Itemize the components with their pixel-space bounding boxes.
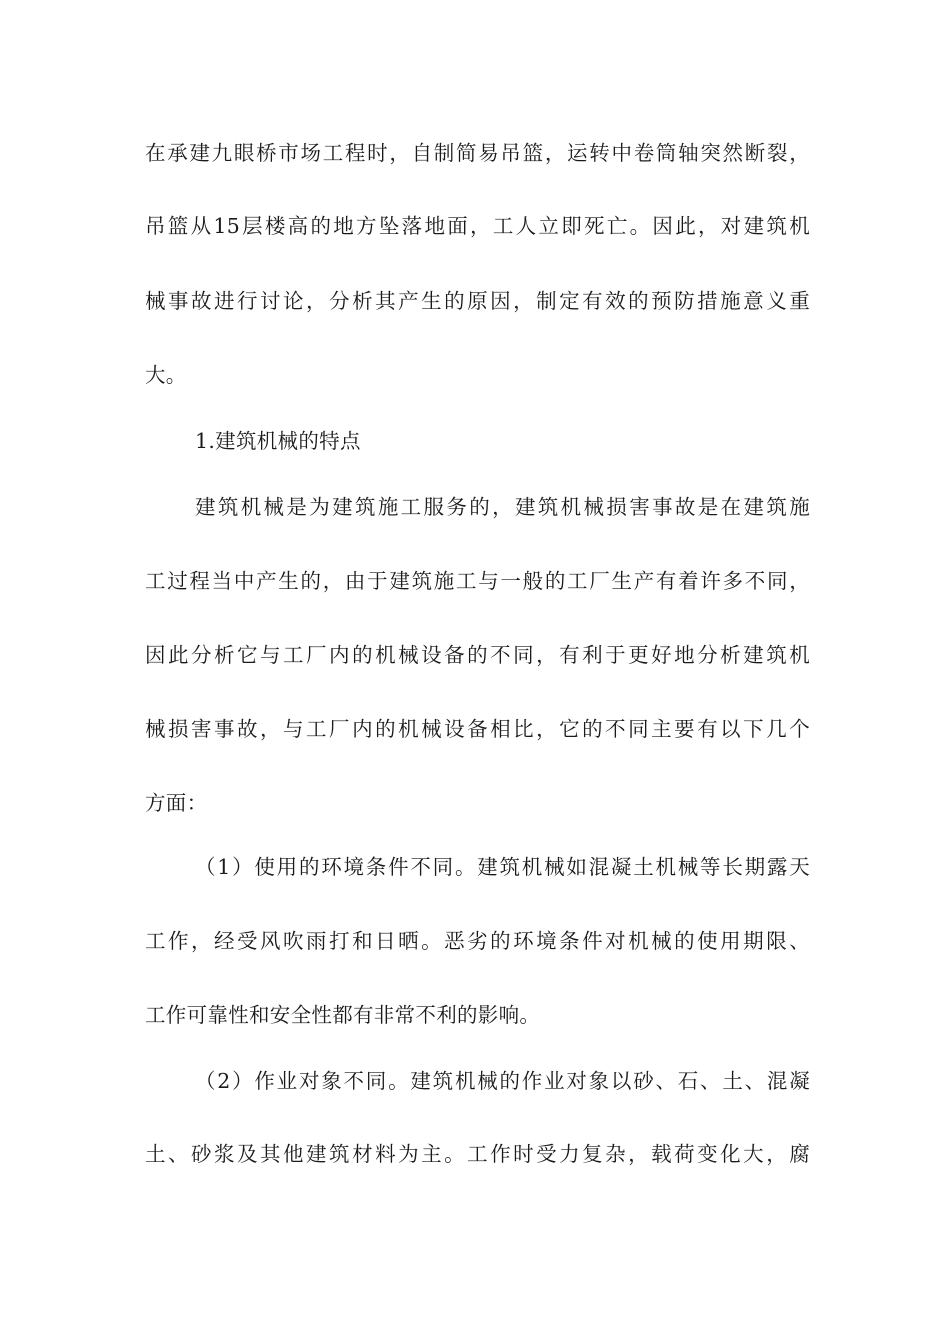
- text-line: 方面：: [145, 791, 208, 815]
- text-line: 工过程当中产生的，由于建筑施工与一般的工厂生产有着许多不同，: [145, 569, 810, 593]
- text-line: （1）使用的环境条件不同。建筑机械如混凝土机械等长期露天: [195, 855, 810, 879]
- text-line: 因此分析它与工厂内的机械设备的不同，有利于更好地分析建筑机: [145, 643, 810, 667]
- section-heading: 1.建筑机械的特点: [195, 429, 361, 453]
- text-line: 建筑机械是为建筑施工服务的，建筑机械损害事故是在建筑施: [195, 495, 810, 519]
- text-line: （2）作业对象不同。建筑机械的作业对象以砂、石、土、混凝: [195, 1069, 810, 1093]
- text-line: 工作，经受风吹雨打和日晒。恶劣的环境条件对机械的使用期限、: [145, 929, 810, 953]
- text-line: 工作可靠性和安全性都有非常不利的影响。: [145, 1003, 541, 1027]
- text-line: 大。: [145, 363, 187, 387]
- text-line: 械损害事故，与工厂内的机械设备相比，它的不同主要有以下几个: [145, 717, 810, 741]
- text-line: 械事故进行讨论，分析其产生的原因，制定有效的预防措施意义重: [145, 289, 810, 313]
- text-line: 在承建九眼桥市场工程时，自制简易吊篮，运转中卷筒轴突然断裂，: [145, 141, 810, 165]
- text-line: 土、砂浆及其他建筑材料为主。工作时受力复杂，载荷变化大，腐: [145, 1142, 810, 1166]
- text-line: 吊篮从15层楼高的地方坠落地面，工人立即死亡。因此，对建筑机: [145, 214, 810, 238]
